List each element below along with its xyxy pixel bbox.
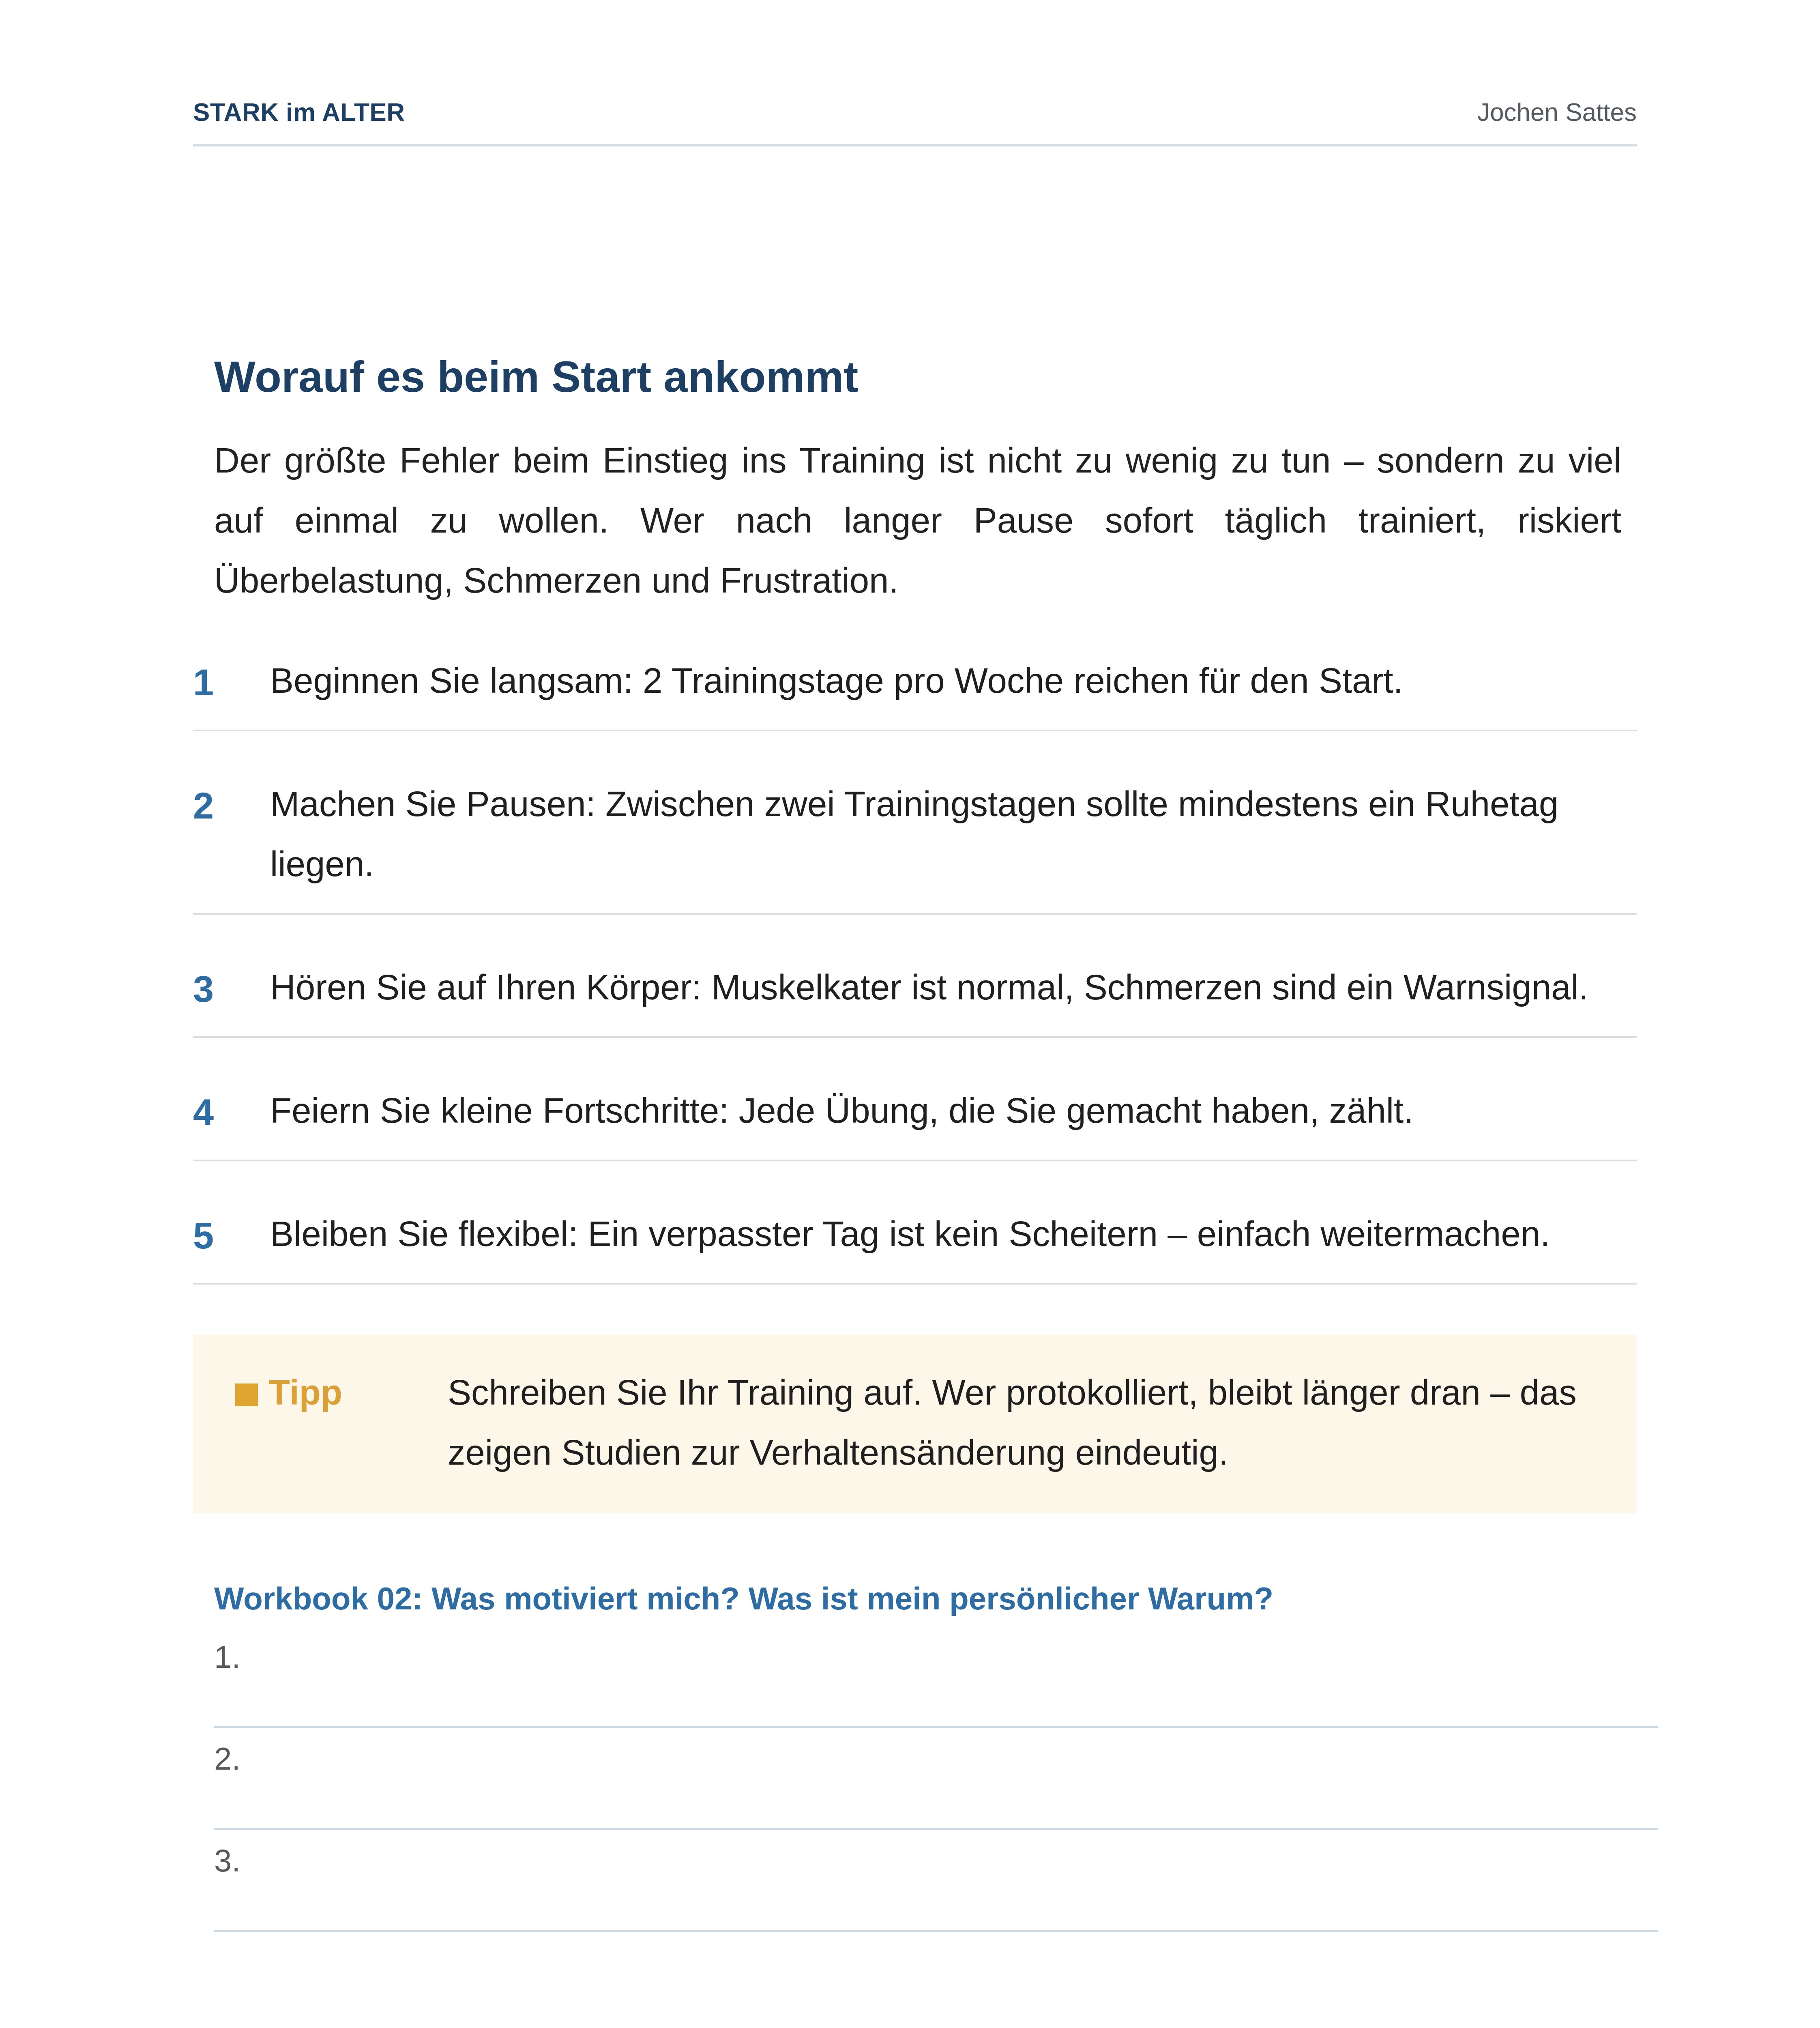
workbook-line-number: 3.	[214, 1843, 241, 1878]
list-number: 4	[193, 1092, 214, 1133]
tip-box	[193, 1334, 1637, 1513]
list-number: 1	[193, 662, 214, 703]
workbook-line-number: 2.	[214, 1741, 241, 1777]
list-text: Hören Sie auf Ihren Körper: Muskelkater ist normal, Schmerzen sind ein Warnsignal.	[270, 968, 1589, 1007]
workbook-lines	[214, 1626, 1658, 1932]
list-number: 2	[193, 785, 214, 827]
numbered-list	[193, 639, 1637, 1285]
list-item	[193, 945, 1637, 1038]
intro-paragraph: Der größte Fehler beim Einstieg ins Training ist nicht zu wenig zu tun – sondern zu viel auf einmal zu wollen. Wer nach langer Pause sofort täglich trainiert, riskiert Überbelastung, Schmerzen und Frustration.	[214, 441, 1621, 600]
list-item	[193, 639, 1637, 731]
square-icon	[235, 1384, 258, 1406]
list-item	[193, 1192, 1637, 1285]
author-name: Jochen Sattes	[1477, 99, 1637, 127]
section-title: Worauf es beim Start ankommt	[214, 352, 858, 401]
workbook-answer-line[interactable]	[214, 1626, 1658, 1728]
list-item	[193, 1069, 1637, 1161]
workbook-title: Workbook 02: Was motiviert mich? Was ist mein persönlicher Warum?	[214, 1581, 1274, 1616]
workbook-answer-line[interactable]	[214, 1728, 1658, 1830]
list-text: Beginnen Sie langsam: 2 Trainingstage pro Woche reichen für den Start.	[270, 661, 1403, 700]
list-text: Bleiben Sie flexibel: Ein verpasster Tag ist kein Scheitern – einfach weitermachen.	[270, 1214, 1550, 1254]
list-number: 5	[193, 1215, 214, 1257]
tip-text: Schreiben Sie Ihr Training auf. Wer protokolliert, bleibt länger dran – das zeigen Studien zur Verhaltensänderung eindeutig.	[448, 1373, 1577, 1472]
book-title: STARK im ALTER	[193, 99, 405, 127]
list-item	[193, 762, 1637, 915]
page-header	[193, 93, 1637, 146]
list-number: 3	[193, 969, 214, 1010]
tip-label-text: Tipp	[268, 1373, 343, 1412]
list-text: Feiern Sie kleine Fortschritte: Jede Übung, die Sie gemacht haben, zählt.	[270, 1091, 1414, 1130]
tip-label	[235, 1363, 342, 1423]
list-text: Machen Sie Pausen: Zwischen zwei Trainingstagen sollte mindestens ein Ruhetag liegen.	[270, 784, 1559, 884]
workbook-answer-line[interactable]	[214, 1830, 1658, 1932]
workbook-line-number: 1.	[214, 1639, 241, 1675]
